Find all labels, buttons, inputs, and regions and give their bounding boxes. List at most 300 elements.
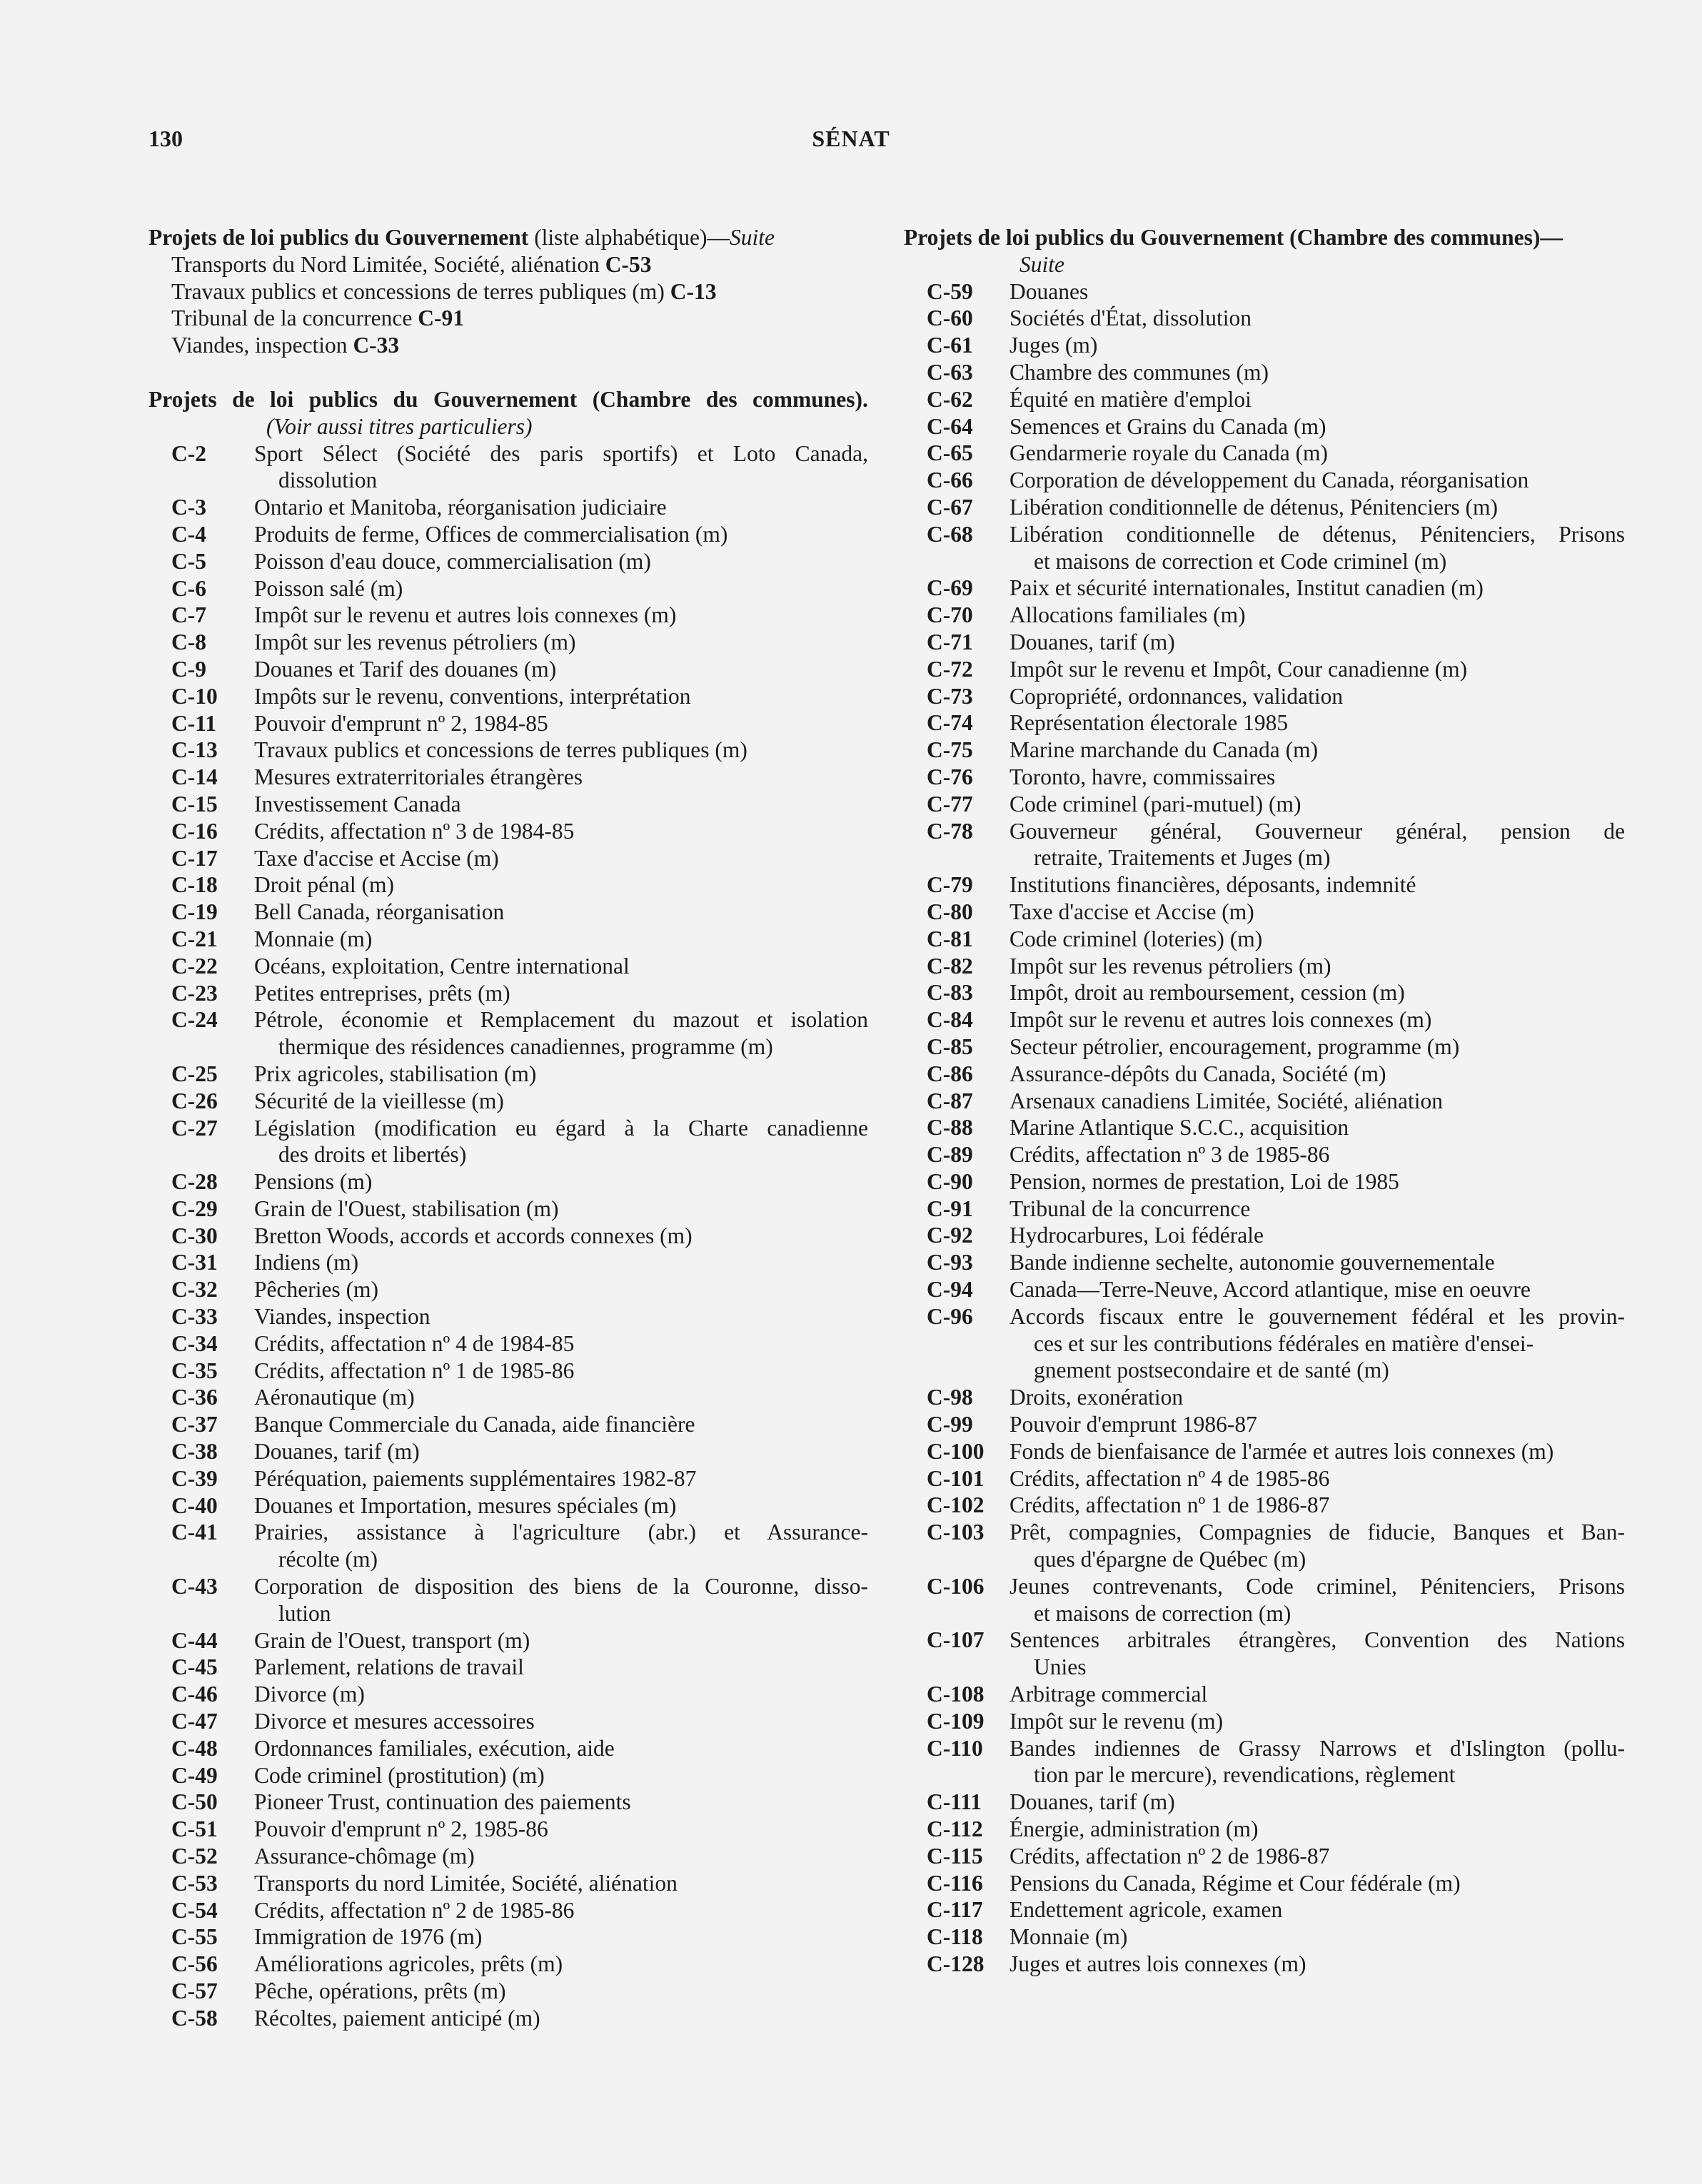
bill-entry <box>148 1923 868 1951</box>
bill-entry <box>904 1061 1625 1088</box>
bill-code: C-128 <box>927 1951 985 1976</box>
bill-entry <box>904 575 1625 602</box>
bill-description-line: Ontario et Manitoba, réorganisation judiciaire <box>254 495 667 520</box>
bill-code: C-44 <box>171 1627 218 1653</box>
bill-description-line: Pêcheries (m) <box>254 1277 379 1303</box>
bill-description <box>1009 899 1625 926</box>
bill-code: C-91 <box>927 1195 973 1221</box>
bill-entry <box>148 1762 868 1789</box>
bill-entry <box>148 818 868 845</box>
bill-description <box>254 1708 868 1735</box>
bill-entry <box>904 1411 1625 1438</box>
page-header <box>148 126 1554 161</box>
bill-code: C-33 <box>171 1304 218 1330</box>
bill-entry <box>904 953 1625 980</box>
bill-entry <box>148 1708 868 1735</box>
bill-code: C-76 <box>927 764 973 789</box>
bill-description <box>254 1303 868 1330</box>
bill-description <box>254 926 868 953</box>
bill-description-line: Corporation de disposition des biens de la Couronne, disso- <box>254 1574 868 1599</box>
bill-entry <box>148 1168 868 1195</box>
bill-description-line: Accords fiscaux entre le gouvernement fédéral et les provin- <box>1009 1303 1625 1329</box>
bill-code: C-102 <box>927 1492 985 1518</box>
commons-heading-word: de <box>232 386 255 412</box>
bill-code: C-19 <box>171 899 218 925</box>
bill-code: C-18 <box>171 872 218 898</box>
bill-description-continuation: et maisons de correction (m) <box>1034 1600 1291 1626</box>
bill-description <box>254 1978 868 2005</box>
bill-description-line: Hydrocarbures, Loi fédérale <box>1009 1223 1264 1248</box>
bill-entry <box>148 1897 868 1924</box>
bill-entry <box>904 278 1625 305</box>
bill-code: C-5 <box>171 548 206 574</box>
bill-entry <box>148 1789 868 1816</box>
bill-description-line: Code criminel (pari-mutuel) (m) <box>1009 791 1301 817</box>
bill-entry <box>148 1951 868 1978</box>
bill-description <box>1009 926 1625 953</box>
bill-entry <box>904 979 1625 1006</box>
bill-entry <box>904 656 1625 683</box>
bill-description-line: Représentation électorale 1985 <box>1009 710 1289 736</box>
bill-entry <box>904 521 1625 575</box>
bill-description <box>254 980 868 1007</box>
bill-code: C-98 <box>927 1385 973 1410</box>
bill-description <box>1009 413 1625 440</box>
bill-code: C-35 <box>171 1358 218 1383</box>
bill-description-line: Pêche, opérations, prêts (m) <box>254 1978 506 2003</box>
bill-entry <box>148 980 868 1007</box>
bill-description <box>1009 1735 1625 1789</box>
bill-entry <box>904 1276 1625 1303</box>
bill-entry <box>904 467 1625 494</box>
bill-description <box>1009 871 1625 899</box>
bill-description-line: Corporation de développement du Canada, réorganisation <box>1009 467 1529 493</box>
bill-entry <box>148 656 868 683</box>
bill-description-line: Investissement Canada <box>254 791 461 817</box>
bill-description <box>1009 1519 1625 1573</box>
bill-code: C-94 <box>927 1277 973 1303</box>
bill-code: C-62 <box>927 386 973 412</box>
bill-description-line: Transports du nord Limitée, Société, aliénation <box>254 1870 678 1896</box>
bill-description-line: Douanes, tarif (m) <box>1009 1789 1175 1815</box>
bill-entry <box>148 1223 868 1250</box>
bill-code: C-110 <box>927 1735 983 1761</box>
bill-code: C-77 <box>927 791 973 817</box>
bill-description <box>254 1627 868 1654</box>
bill-entry <box>148 926 868 953</box>
bill-entry <box>904 1627 1625 1681</box>
bill-description <box>254 1735 868 1762</box>
bill-entry <box>148 1735 868 1762</box>
bill-description <box>254 1951 868 1978</box>
bill-description-line: Bretton Woods, accords et accords connexes (m) <box>254 1223 693 1248</box>
bill-code: C-40 <box>171 1492 218 1518</box>
bill-code: C-15 <box>171 791 218 817</box>
bill-entry <box>148 1654 868 1681</box>
bill-description <box>254 1358 868 1385</box>
bill-description-line: Crédits, affectation nº 3 de 1985-86 <box>1009 1142 1330 1168</box>
alpha-item-code: C-13 <box>670 278 717 304</box>
bill-description-line: Marine marchande du Canada (m) <box>1009 737 1319 763</box>
bill-code: C-118 <box>927 1924 983 1950</box>
bill-description-line: Produits de ferme, Offices de commercialisation (m) <box>254 521 728 547</box>
bill-code: C-41 <box>171 1520 218 1545</box>
bill-description-line: Libération conditionnelle de détenus, Pénitenciers (m) <box>1009 494 1499 520</box>
bill-description-line: Crédits, affectation nº 3 de 1984-85 <box>254 818 575 844</box>
bill-description-line: Monnaie (m) <box>1009 1924 1128 1950</box>
bill-description-line: Taxe d'accise et Accise (m) <box>254 845 499 871</box>
bill-code: C-9 <box>171 656 206 682</box>
bill-code: C-60 <box>927 305 973 331</box>
bill-code: C-29 <box>171 1195 218 1221</box>
bill-code: C-30 <box>171 1223 218 1248</box>
bill-code: C-71 <box>927 629 973 654</box>
bill-description-line: Impôt sur les revenus pétroliers (m) <box>1009 953 1331 979</box>
bill-code: C-74 <box>927 710 973 736</box>
bill-description-line: Chambre des communes (m) <box>1009 359 1269 385</box>
commons-heading-word: Gouvernement <box>433 386 578 412</box>
bill-entry <box>904 1438 1625 1465</box>
bill-description <box>254 521 868 548</box>
bill-description-line: Taxe d'accise et Accise (m) <box>1009 899 1254 924</box>
bill-description-line: Crédits, affectation nº 1 de 1986-87 <box>1009 1492 1330 1518</box>
bill-description <box>254 548 868 575</box>
bill-description-continuation: et maisons de correction et Code criminel (m) <box>1034 548 1447 574</box>
alpha-item-text: Transports du Nord Limitée, Société, aliénation <box>171 251 605 277</box>
bill-description-line: Allocations familiales (m) <box>1009 602 1246 628</box>
bill-description-line: Gendarmerie royale du Canada (m) <box>1009 440 1329 466</box>
bill-entry <box>904 440 1625 467</box>
bill-entry <box>904 1114 1625 1141</box>
bill-code: C-83 <box>927 980 973 1006</box>
bill-entry <box>148 602 868 629</box>
bill-description <box>1009 332 1625 359</box>
bill-description-line: Assurance-dépôts du Canada, Société (m) <box>1009 1061 1386 1086</box>
bill-code: C-31 <box>171 1250 218 1275</box>
bill-description <box>254 1843 868 1870</box>
bill-description-continuation: retraite, Traitements et Juges (m) <box>1034 845 1331 871</box>
commons-continued-heading: Projets de loi publics du Gouvernement (Chambre des communes)— <box>904 225 1563 250</box>
alpha-heading-suite: Suite <box>729 225 775 250</box>
bill-entry <box>904 1843 1625 1870</box>
bill-code: C-17 <box>171 845 218 871</box>
bill-description <box>1009 1573 1625 1627</box>
bill-description <box>1009 1088 1625 1115</box>
bill-code: C-107 <box>927 1627 985 1653</box>
bill-description <box>254 1330 868 1358</box>
bill-description <box>254 1384 868 1411</box>
bill-description <box>254 871 868 899</box>
bill-entry <box>148 1330 868 1358</box>
bill-entry <box>904 413 1625 440</box>
bill-description <box>1009 1276 1625 1303</box>
bill-description <box>254 1168 868 1195</box>
bill-entry <box>148 1519 868 1573</box>
bill-entry <box>904 709 1625 737</box>
bill-description-line: Douanes, tarif (m) <box>254 1439 420 1465</box>
bill-entry <box>904 1519 1625 1573</box>
bill-description-line: Pension, normes de prestation, Loi de 1985 <box>1009 1168 1399 1194</box>
bill-code: C-37 <box>171 1412 218 1437</box>
bill-code: C-96 <box>927 1303 973 1329</box>
bill-code: C-36 <box>171 1385 218 1410</box>
bill-code: C-81 <box>927 926 973 951</box>
bill-description <box>1009 1708 1625 1735</box>
bill-entry <box>148 1843 868 1870</box>
bill-description <box>1009 278 1625 305</box>
bill-description-line: Crédits, affectation nº 2 de 1986-87 <box>1009 1843 1330 1869</box>
bill-description-line: Bandes indiennes de Grassy Narrows et d'Islington (pollu- <box>1009 1735 1625 1761</box>
bill-description <box>1009 1492 1625 1519</box>
bill-description-continuation: gnement postsecondaire et de santé (m) <box>1034 1358 1389 1383</box>
bill-code: C-84 <box>927 1007 973 1033</box>
bill-entry <box>904 871 1625 899</box>
bill-entry <box>904 1168 1625 1195</box>
bill-code: C-85 <box>927 1033 973 1059</box>
bill-description <box>1009 1951 1625 1978</box>
bill-description-line: Impôt sur le revenu et autres lois connexes (m) <box>1009 1007 1432 1033</box>
bill-description-line: Copropriété, ordonnances, validation <box>1009 683 1344 709</box>
bill-description-line: Droits, exonération <box>1009 1385 1184 1410</box>
bill-description-line: Énergie, administration (m) <box>1009 1816 1259 1842</box>
commons-section-heading <box>148 386 868 413</box>
bill-entry <box>904 1088 1625 1115</box>
bill-code: C-48 <box>171 1735 218 1761</box>
bill-description-line: Grain de l'Ouest, transport (m) <box>254 1627 530 1653</box>
bill-description <box>1009 467 1625 494</box>
bill-entry <box>904 1384 1625 1411</box>
bill-entry <box>148 683 868 710</box>
bill-entry <box>904 1033 1625 1061</box>
bill-description-line: Viandes, inspection <box>254 1304 430 1330</box>
bill-description <box>254 1923 868 1951</box>
bill-code: C-117 <box>927 1897 983 1923</box>
bill-description <box>254 1223 868 1250</box>
bill-description-continuation: lution <box>278 1600 331 1626</box>
bill-code: C-72 <box>927 656 973 682</box>
bill-code: C-111 <box>927 1789 982 1815</box>
alpha-heading-text: Projets de loi publics du Gouvernement <box>148 225 529 250</box>
bill-description-line: Impôts sur le revenu, conventions, interprétation <box>254 683 691 709</box>
bill-description-line: Océans, exploitation, Centre international <box>254 953 630 979</box>
bill-entry <box>148 871 868 899</box>
bill-code: C-6 <box>171 575 206 601</box>
bill-description-line: Pétrole, économie et Remplacement du mazout et isolation <box>254 1007 868 1033</box>
bill-code: C-27 <box>171 1115 218 1141</box>
bill-description <box>254 602 868 629</box>
bill-description-continuation: dissolution <box>278 467 378 493</box>
bill-code: C-115 <box>927 1843 983 1869</box>
commons-heading-word: Projets <box>148 386 217 412</box>
bill-entry <box>904 764 1625 791</box>
bill-entry <box>904 494 1625 521</box>
bill-entry <box>148 521 868 548</box>
bill-description <box>254 1411 868 1438</box>
bill-description-continuation: Unies <box>1034 1654 1087 1680</box>
bill-description <box>1009 521 1625 575</box>
bill-code: C-82 <box>927 953 973 979</box>
bill-entry <box>904 1951 1625 1978</box>
bill-description <box>1009 1195 1625 1223</box>
left-column <box>148 224 868 2032</box>
bill-description-line: Mesures extraterritoriales étrangères <box>254 764 583 790</box>
bill-code: C-108 <box>927 1682 985 1707</box>
bill-entry <box>904 386 1625 413</box>
bill-description <box>1009 1816 1625 1843</box>
bill-description <box>1009 709 1625 737</box>
bill-description <box>1009 1114 1625 1141</box>
bill-code: C-26 <box>171 1088 218 1113</box>
bill-code: C-86 <box>927 1061 973 1086</box>
bill-description-line: Douanes et Importation, mesures spéciales (m) <box>254 1492 677 1518</box>
bill-description-line: Divorce et mesures accessoires <box>254 1709 535 1734</box>
bill-description <box>1009 305 1625 332</box>
bill-code: C-8 <box>171 630 206 655</box>
bill-code: C-43 <box>171 1574 218 1599</box>
bill-description <box>1009 737 1625 764</box>
bill-description <box>254 1438 868 1465</box>
bill-description <box>1009 1033 1625 1061</box>
bill-description <box>254 2005 868 2032</box>
bill-entry <box>904 926 1625 953</box>
bill-code: C-67 <box>927 494 973 520</box>
bill-entry <box>904 629 1625 656</box>
bill-code: C-101 <box>927 1465 985 1491</box>
bill-description-line: Divorce (m) <box>254 1682 365 1707</box>
bill-code: C-51 <box>171 1816 218 1842</box>
alpha-list-item <box>171 251 868 278</box>
bill-code: C-14 <box>171 764 218 790</box>
left-bill-list <box>148 440 868 2032</box>
bill-description <box>1009 1465 1625 1492</box>
bill-entry <box>148 1115 868 1169</box>
bill-code: C-88 <box>927 1115 973 1141</box>
bill-code: C-73 <box>927 683 973 709</box>
bill-description-line: Crédits, affectation nº 2 de 1985-86 <box>254 1897 575 1923</box>
bill-description-line: Libération conditionnelle de détenus, Pénitenciers, Prisons <box>1009 521 1625 547</box>
bill-description <box>254 1061 868 1088</box>
commons-heading-word: publics <box>308 386 378 412</box>
bill-entry <box>904 1222 1625 1249</box>
bill-code: C-93 <box>927 1250 973 1275</box>
bill-code: C-103 <box>927 1520 985 1545</box>
bill-entry <box>148 1465 868 1492</box>
bill-code: C-11 <box>171 710 216 736</box>
bill-entry <box>148 1061 868 1088</box>
bill-code: C-99 <box>927 1412 973 1437</box>
bill-description-line: Équité en matière d'emploi <box>1009 386 1252 412</box>
bill-description-line: Péréquation, paiements supplémentaires 1982-87 <box>254 1465 697 1491</box>
alpha-item-code: C-91 <box>418 305 464 331</box>
bill-description <box>254 1276 868 1303</box>
alpha-heading-paren: (liste alphabétique)— <box>534 225 730 250</box>
bill-description-line: Tribunal de la concurrence <box>1009 1195 1251 1221</box>
bill-description <box>1009 1843 1625 1870</box>
bill-description-line: Sociétés d'État, dissolution <box>1009 305 1252 331</box>
bill-description <box>254 656 868 683</box>
bill-entry <box>148 1006 868 1061</box>
bill-description <box>1009 1141 1625 1168</box>
bill-description-line: Récoltes, paiement anticipé (m) <box>254 2005 540 2031</box>
bill-description-line: Aéronautique (m) <box>254 1385 415 1410</box>
bill-description-line: Code criminel (loteries) (m) <box>1009 926 1263 951</box>
bill-entry <box>904 1465 1625 1492</box>
bill-description <box>254 683 868 710</box>
bill-entry <box>904 359 1625 386</box>
bill-description <box>1009 1789 1625 1816</box>
commons-heading-word: loi <box>270 386 294 412</box>
alpha-section-heading <box>148 224 868 251</box>
bill-code: C-66 <box>927 467 973 493</box>
bill-description <box>1009 1384 1625 1411</box>
bill-code: C-10 <box>171 683 218 709</box>
bill-code: C-68 <box>927 521 973 547</box>
bill-description <box>1009 1896 1625 1923</box>
bill-description-line: Pensions (m) <box>254 1169 373 1195</box>
bill-description-line: Petites entreprises, prêts (m) <box>254 980 510 1006</box>
bill-description <box>1009 1923 1625 1951</box>
bill-entry <box>148 845 868 872</box>
bill-code: C-112 <box>927 1816 983 1842</box>
bill-description <box>1009 629 1625 656</box>
bill-description-line: Arsenaux canadiens Limitée, Société, aliénation <box>1009 1088 1444 1113</box>
alpha-item-text: Travaux publics et concessions de terres publiques (m) <box>171 278 670 304</box>
bill-code: C-32 <box>171 1277 218 1303</box>
bill-description <box>254 1789 868 1816</box>
bill-code: C-55 <box>171 1924 218 1950</box>
bill-description-line: Améliorations agricoles, prêts (m) <box>254 1951 563 1977</box>
bill-entry <box>148 1816 868 1843</box>
bill-description <box>1009 1303 1625 1384</box>
bill-description-line: Endettement agricole, examen <box>1009 1897 1283 1923</box>
bill-entry <box>148 1411 868 1438</box>
bill-entry <box>148 629 868 656</box>
right-column <box>904 224 1625 1978</box>
bill-code: C-61 <box>927 333 973 358</box>
bill-description-line: Arbitrage commercial <box>1009 1682 1208 1707</box>
alpha-item-code: C-53 <box>605 251 652 277</box>
bill-description-line: Impôt sur les revenus pétroliers (m) <box>254 630 576 655</box>
bill-entry <box>904 1735 1625 1789</box>
bill-entry <box>148 1384 868 1411</box>
bill-entry <box>148 1303 868 1330</box>
bill-description-line: Monnaie (m) <box>254 926 373 951</box>
bill-code: C-28 <box>171 1169 218 1195</box>
bill-entry <box>148 1249 868 1276</box>
bill-description-continuation: thermique des résidences canadiennes, programme (m) <box>278 1034 773 1060</box>
bill-entry <box>904 332 1625 359</box>
bill-entry <box>904 737 1625 764</box>
bill-description-continuation: récolte (m) <box>278 1547 378 1572</box>
bill-entry <box>148 440 868 495</box>
alpha-item-code: C-33 <box>353 333 400 358</box>
page-title: SÉNAT <box>812 126 890 151</box>
bill-code: C-13 <box>171 737 218 763</box>
commons-heading-word: communes). <box>752 386 868 412</box>
bill-description-line: Crédits, affectation nº 1 de 1985-86 <box>254 1358 575 1383</box>
bill-entry <box>904 305 1625 332</box>
bill-description-line: Toronto, havre, commissaires <box>1009 764 1276 789</box>
bill-description <box>1009 1168 1625 1195</box>
bill-description-line: Sport Sélect (Société des paris sportifs) et Loto Canada, <box>254 440 868 466</box>
commons-continued-suite: Suite <box>1019 251 1064 277</box>
bill-description <box>254 1519 868 1573</box>
bill-entry <box>904 1249 1625 1276</box>
bill-description-line: Juges (m) <box>1009 333 1098 358</box>
bill-entry <box>904 1816 1625 1843</box>
bill-description <box>254 1870 868 1897</box>
bill-code: C-92 <box>927 1223 973 1248</box>
